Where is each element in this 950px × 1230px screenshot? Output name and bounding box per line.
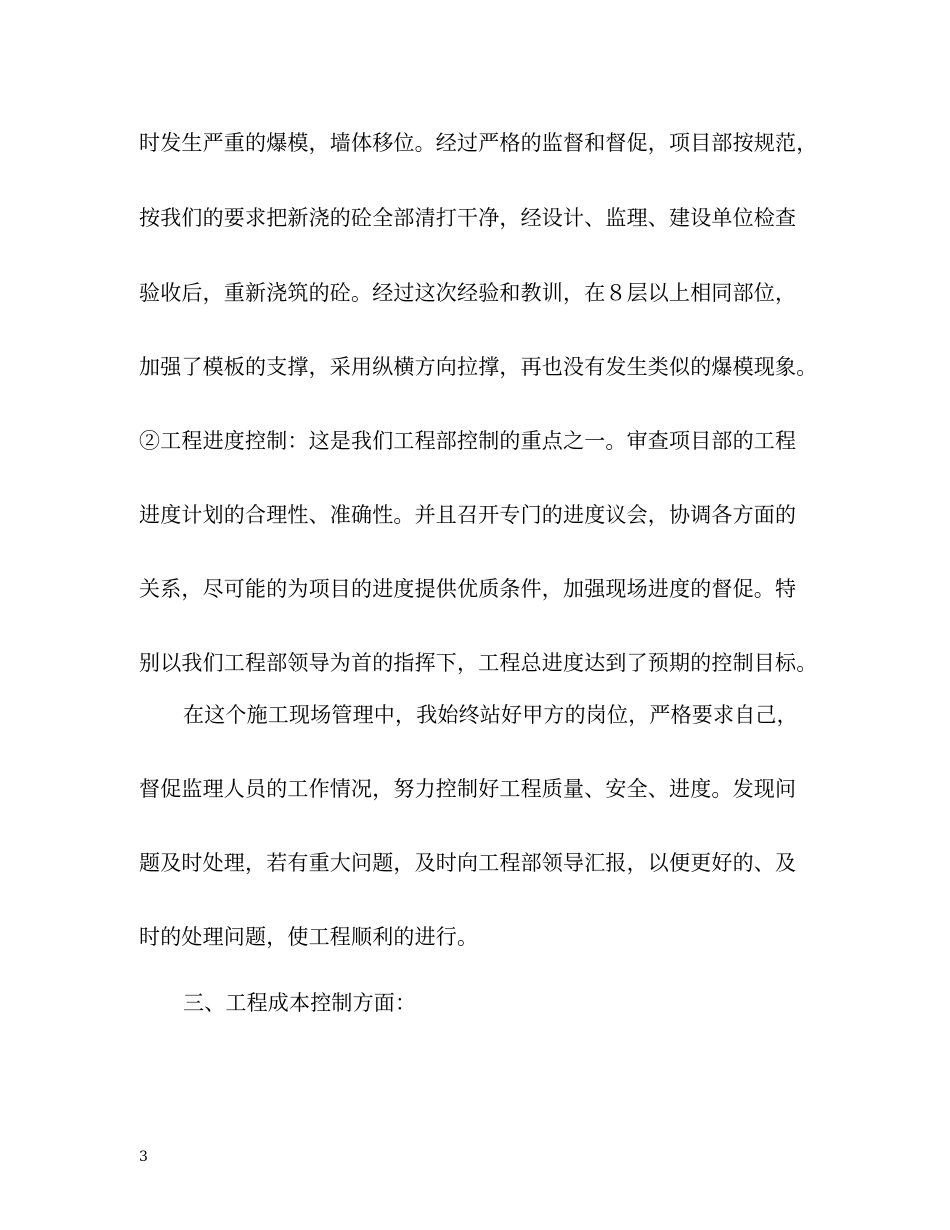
body-text-line: 关系，尽可能的为项目的进度提供优质条件，加强现场进度的督促。特	[139, 577, 797, 601]
body-text-line: 进度计划的合理性、准确性。并且召开专门的进度议会，协调各方面的	[139, 503, 797, 527]
body-text-line: 时发生严重的爆模，墙体移位。经过严格的监督和督促，项目部按规范，	[139, 131, 818, 155]
paragraph-start-line: 在这个施工现场管理中，我始终站好甲方的岗位，严格要求自己，	[183, 703, 798, 727]
body-text-line: 加强了模板的支撑，采用纵横方向拉撑，再也没有发生类似的爆模现象。	[139, 355, 818, 379]
body-text-line: 时的处理问题，使工程顺利的进行。	[139, 925, 479, 949]
page-number: 3	[139, 1149, 148, 1165]
body-text-line: 题及时处理，若有重大问题，及时向工程部领导汇报，以便更好的、及	[139, 851, 797, 875]
body-text-line: ②工程进度控制：这是我们工程部控制的重点之一。审查项目部的工程	[139, 429, 797, 453]
body-text-line: 别以我们工程部领导为首的指挥下，工程总进度达到了预期的控制目标。	[139, 651, 818, 675]
body-text-line: 按我们的要求把新浇的砼全部清打干净，经设计、监理、建设单位检查	[139, 206, 797, 230]
body-text-line: 督促监理人员的工作情况，努力控制好工程质量、安全、进度。发现问	[139, 777, 797, 801]
section-heading: 三、工程成本控制方面：	[183, 991, 417, 1015]
body-text-line: 验收后，重新浇筑的砼。经过这次经验和教训，在８层以上相同部位，	[139, 281, 797, 305]
